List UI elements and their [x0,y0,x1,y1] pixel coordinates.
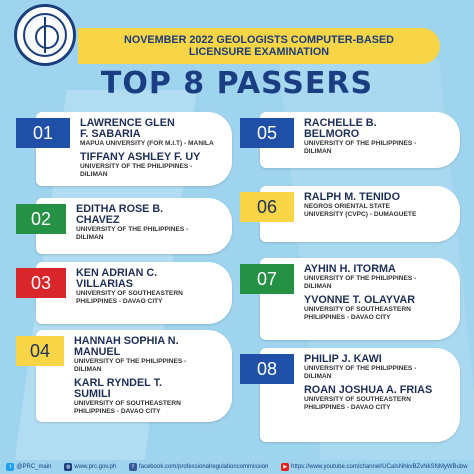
banner [78,28,440,64]
footer-twitter[interactable] [6,463,51,471]
rank-badge: 05 [240,118,294,148]
footer-youtube-label: https://www.youtube.com/channel/UCaIsNhkvBZvNkSNMyWBubw [291,464,468,470]
passer-school-line2: PHILIPPINES - DAVAO CITY [304,314,391,321]
rank-badge: 08 [240,354,294,384]
banner-title-line1: NOVEMBER 2022 GEOLOGISTS COMPUTER-BASED [124,34,394,46]
header [0,0,474,58]
passer-name: EDITHA ROSE B. [76,203,164,215]
passer-school: NEGROS ORIENTAL STATE [304,203,390,210]
footer-youtube[interactable] [281,463,467,471]
passer-name: LAWRENCE GLEN [80,117,175,129]
footer-facebook-label: facebook.com/professionalregulationcommission [138,464,269,470]
passer-name-line2: F. SABARIA [80,128,141,140]
passer-name: PHILIP J. KAWI [304,353,382,365]
passer-name: TIFFANY ASHLEY F. UY [80,151,201,163]
twitter-icon: t [6,463,14,471]
passer-school: UNIVERSITY OF THE PHILIPPINES - [304,140,417,147]
passer-school-line2: DILIMAN [304,148,332,155]
page-title: TOP 8 PASSERS [100,66,374,101]
passer-school-line2: DILIMAN [80,171,108,178]
passer-school: UNIVERSITY OF THE PHILIPPINES - [76,226,189,233]
footer-twitter-label: @PRC_main [16,464,52,470]
passer-school-line2: PHILIPPINES - DAVAO CITY [74,408,161,415]
rank-badge: 04 [16,336,64,366]
passer-school-line2: PHILIPPINES - DAVAO CITY [304,404,391,411]
footer-website[interactable] [64,463,116,471]
passer-name: RACHELLE B. [304,117,377,129]
seal-emblem-icon [23,13,67,57]
rank-badge: 03 [16,268,66,298]
passer-name-line2: BELMORO [304,128,360,140]
passer-school: UNIVERSITY OF THE PHILIPPINES - [304,365,417,372]
passer-school-line2: PHILIPPINES - DAVAO CITY [76,298,163,305]
passer-name: AYHIN H. ITORMA [304,263,396,275]
passer-school: UNIVERSITY OF SOUTHEASTERN [304,306,411,313]
passer-name: KARL RYNDEL T. [74,377,162,389]
facebook-icon: f [129,463,137,471]
passer-school-line2: DILIMAN [304,373,332,380]
passer-school: UNIVERSITY OF SOUTHEASTERN [74,400,181,407]
passer-school-line2: DILIMAN [76,234,104,241]
passer-school: UNIVERSITY OF THE PHILIPPINES - [74,358,187,365]
passer-name-line2: VILLARIAS [76,278,133,290]
passer-school: UNIVERSITY OF THE PHILIPPINES - [304,275,417,282]
passer-school: UNIVERSITY OF SOUTHEASTERN [76,290,183,297]
passer-name-line2: SUMILI [74,388,111,400]
passer-school: UNIVERSITY OF THE PHILIPPINES - [80,163,193,170]
rank-badge: 06 [240,192,294,222]
passer-school: MAPUA UNIVERSITY (FOR M.I.T) - MANILA [80,140,214,147]
footer-facebook[interactable] [129,463,268,471]
passer-name: ROAN JOSHUA A. FRIAS [304,384,433,396]
passer-name-line2: CHAVEZ [76,214,120,226]
rank-badge: 02 [16,204,66,234]
passer-school-line2: DILIMAN [304,283,332,290]
passer-school-line2: UNIVERSITY (CVPC) - DUMAGUETE [304,211,417,218]
passer-school-line2: DILIMAN [74,366,102,373]
footer-website-label: www.prc.gov.ph [74,464,117,470]
passer-name: YVONNE T. OLAYVAR [304,294,415,306]
banner-title-line2: LICENSURE EXAMINATION [188,46,330,58]
passer-name: RALPH M. TENIDO [304,191,400,203]
passer-name-line2: MANUEL [74,346,121,358]
passer-name: HANNAH SOPHIA N. [74,335,179,347]
rank-badge: 01 [16,118,70,148]
prc-seal-logo [14,4,76,66]
youtube-icon: ▶ [281,463,289,471]
passer-name: KEN ADRIAN C. [76,267,158,279]
passer-school: UNIVERSITY OF SOUTHEASTERN [304,396,411,403]
footer [0,460,474,474]
rank-badge: 07 [240,264,294,294]
globe-icon: ◍ [66,464,71,470]
